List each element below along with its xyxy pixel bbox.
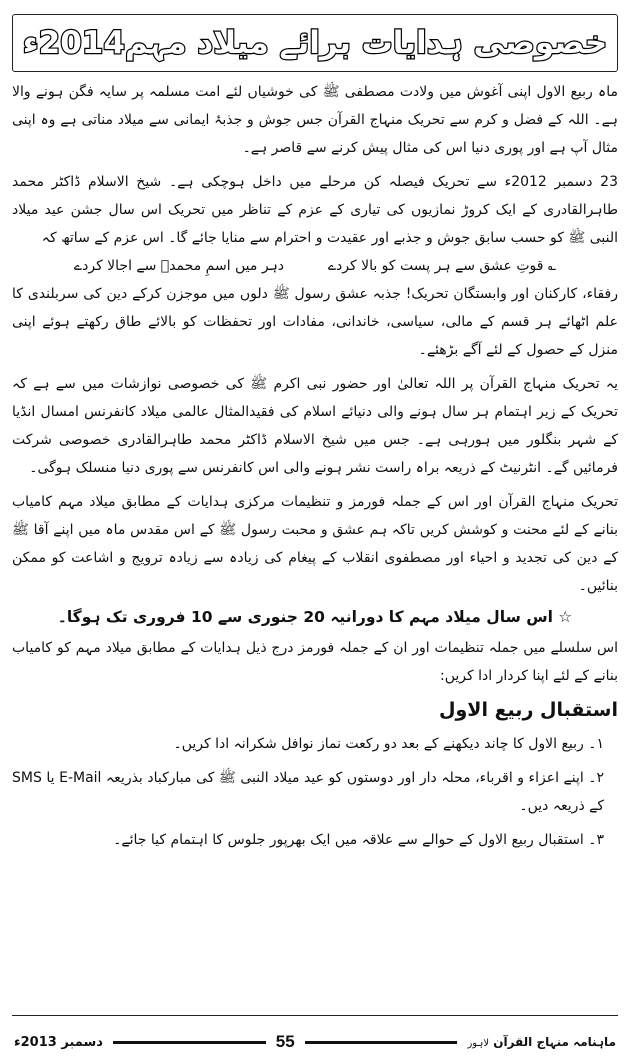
page-footer bbox=[14, 1031, 616, 1053]
verse-first-line: ؎ قوتِ عشق سے ہر پست کو بالا کردے bbox=[327, 258, 557, 274]
footer-rule-right bbox=[305, 1041, 458, 1044]
issue-date: دسمبر 2013ء bbox=[13, 1034, 103, 1050]
list-item: ۲۔ اپنے اعزاء و اقرباء، محلہ دار اور دوستوں کو عید میلاد النبی ﷺ کی مبارکباد بذریعہ E-Mail یا SMS کے ذریعہ دیں۔ bbox=[12, 770, 604, 814]
footer-rule-left bbox=[113, 1041, 266, 1044]
conference-paragraph: یہ تحریک منہاج القرآن پر اللہ تعالیٰ اور حضور نبی اکرم ﷺ کی خصوصی نوازشات میں سے ہے کہ تحریک کے زیر اہتمام ہر سال ہونے والی دنیائے اسلام کی فقیدالمثال عالمی میلاد کانفرنس امسال انڈیا کے شہر بنگلور میں ہورہی ہے۔ جس میں شیخ الاسلام ڈاکٹر محمد طاہرالقادری خصوصی شرکت فرمائیں گے۔ انٹرنیٹ کے ذریعہ براہ راست نشر ہونے والی اس کانفرنس سے پوری دنیا منسلک ہوگی۔ bbox=[12, 376, 618, 476]
magazine-city: لاہور bbox=[467, 1038, 490, 1049]
page-title: خصوصی ہدایات برائے میلاد مہم2014ء bbox=[22, 25, 608, 61]
campaign-duration-highlight: ☆ اس سال میلاد مہم کا دورانیہ 20 جنوری سے 10 فروری تک ہوگا۔ bbox=[57, 608, 573, 626]
title-banner bbox=[12, 14, 618, 72]
section-heading: استقبال ربیع الاول bbox=[439, 699, 618, 721]
instructions-intro-paragraph: اس سلسلے میں جملہ تنظیمات اور ان کے جملہ فورمز درج ذیل ہدایات کے مطابق میلاد مہم کو کامیاب بنانے کے لئے اپنا کردار ادا کریں: bbox=[12, 640, 618, 684]
list-item: ۱۔ ربیع الاول کا چاند دیکھنے کے بعد دو رکعت نماز نوافل شکرانہ ادا کریں۔ bbox=[173, 736, 604, 752]
movement-paragraph: 23 دسمبر 2012ء سے تحریک فیصلہ کن مرحلے میں داخل ہوچکی ہے۔ شیخ الاسلام ڈاکٹر محمد طاہرالقادری کے ایک کروڑ نمازیوں کی تیاری کے عزم کے تناظر میں تحریک اس سال جشن عید میلاد النبی ﷺ کو حسب سابق جوش و جذبے اور عقیدت و احترام سے منایا جائے گا۔ اس عزم کے ساتھ کہ bbox=[12, 174, 618, 246]
footer-divider bbox=[12, 1015, 618, 1016]
article-body bbox=[12, 78, 618, 854]
list-item: ۳۔ استقبال ربیع الاول کے حوالے سے علاقہ میں ایک بھرپور جلوس کا اہتمام کیا جائے۔ bbox=[113, 832, 604, 848]
intro-paragraph: ماہ ربیع الاول اپنی آغوش میں ولادت مصطفی ﷺ کی خوشیاں لئے امت مسلمہ پر سایہ فگن ہونے والا ہے۔ اللہ کے فضل و کرم سے تحریک منہاج القرآن جس جوش و جذبۂ ایمانی سے میلاد مناتی ہے وہ اپنی مثال آپ ہے اور پوری دنیا اس کی مثال پیش کرنے سے قاصر ہے۔ bbox=[12, 84, 618, 156]
magazine-title: ماہنامہ منہاج القرآن bbox=[493, 1035, 616, 1049]
poetry-verse bbox=[12, 252, 618, 280]
campaign-paragraph: تحریک منہاج القرآن اور اس کے جملہ فورمز و تنظیمات مرکزی ہدایات کے مطابق میلاد مہم کامیاب بنانے کے لئے محنت و کوشش کریں تاکہ ہم عشق و محبت رسول ﷺ کے اس مقدس ماہ میں اپنے آقا ﷺ کے دین کی تجدید و احیاء اور مصطفوی انقلاب کے پیغام کی زیادہ سے زیادہ ترویج و اشاعت کو ممکن بنائیں۔ bbox=[12, 494, 618, 594]
verse-second-line: دہر میں اسمِ محمدؐ سے اجالا کردے bbox=[73, 258, 285, 274]
instructions-list bbox=[12, 730, 618, 854]
appeal-paragraph: رفقاء، کارکنان اور وابستگان تحریک! جذبہ عشق رسول ﷺ دلوں میں موجزن کرکے دین کی سربلندی کا علم اٹھائے ہر قسم کے مالی، سیاسی، خاندانی، مفادات اور تحفظات کو بالائے طاق رکھتے ہوئے اپنی منزل کے حصول کے لئے آگے بڑھئے۔ bbox=[12, 286, 618, 358]
magazine-page bbox=[0, 14, 630, 1061]
page-number: 55 bbox=[275, 1032, 295, 1051]
